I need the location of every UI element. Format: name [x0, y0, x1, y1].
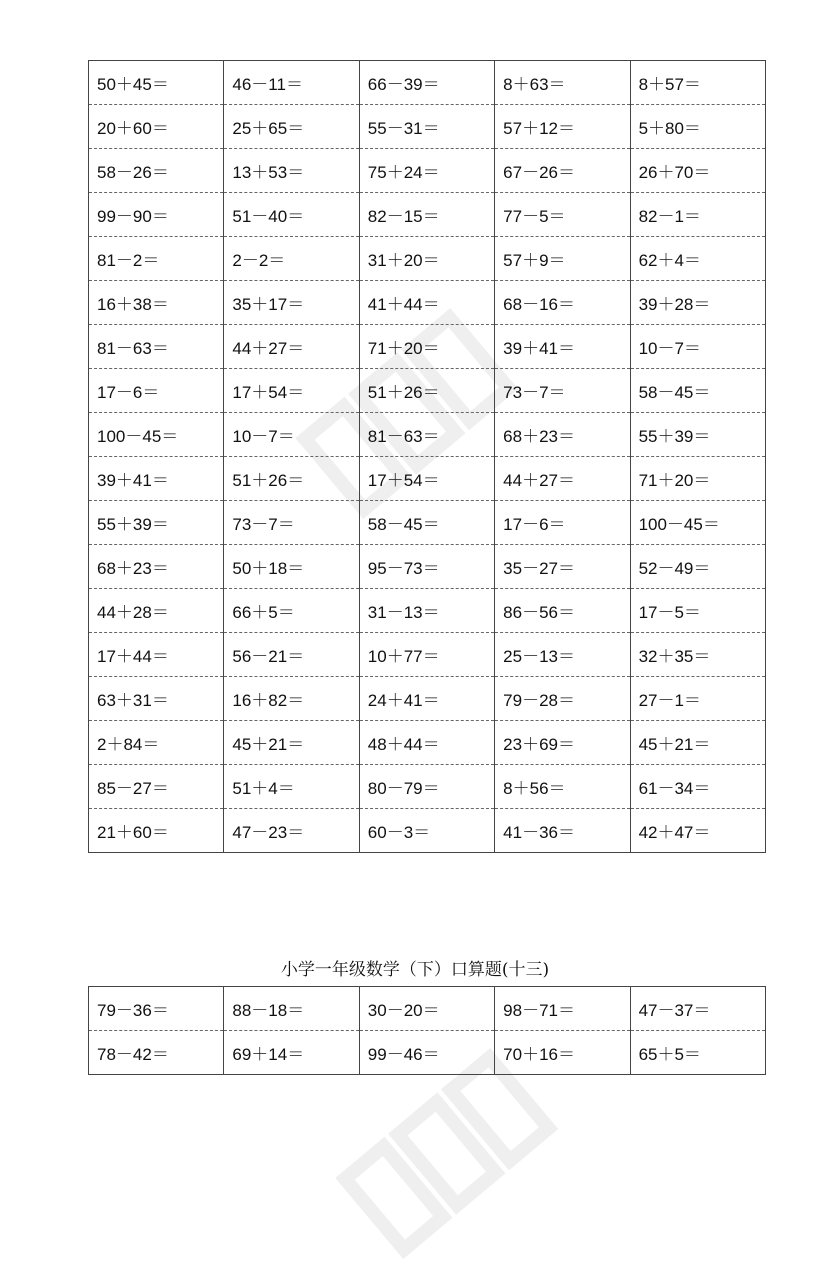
problem-cell: 20＋60＝: [89, 105, 224, 149]
problem-cell: 26＋70＝: [630, 149, 765, 193]
grid-row: [89, 281, 766, 325]
grid-row: [89, 765, 766, 809]
problem-cell: 80－79＝: [359, 765, 494, 809]
problem-cell: 10＋77＝: [359, 633, 494, 677]
problem-cell: 88－18＝: [224, 987, 359, 1031]
problem-cell: 2－2＝: [224, 237, 359, 281]
grid-row: [89, 237, 766, 281]
problem-cell: 45＋21＝: [224, 721, 359, 765]
grid-row: [89, 193, 766, 237]
problem-cell: 50＋18＝: [224, 545, 359, 589]
problem-cell: 79－28＝: [495, 677, 630, 721]
problem-cell: 16＋38＝: [89, 281, 224, 325]
problem-cell: 100－45＝: [630, 501, 765, 545]
problem-cell: 63＋31＝: [89, 677, 224, 721]
problem-cell: 65＋5＝: [630, 1031, 765, 1075]
problem-cell: 100－45＝: [89, 413, 224, 457]
grid-row: [89, 721, 766, 765]
problem-cell: 8＋63＝: [495, 61, 630, 105]
grid-row: [89, 105, 766, 149]
problem-cell: 21＋60＝: [89, 809, 224, 853]
problem-cell: 35－27＝: [495, 545, 630, 589]
problem-cell: 81－2＝: [89, 237, 224, 281]
problem-cell: 31－13＝: [359, 589, 494, 633]
grid-row: [89, 987, 766, 1031]
problem-cell: 73－7＝: [224, 501, 359, 545]
grid-row: [89, 589, 766, 633]
problem-cell: 55＋39＝: [89, 501, 224, 545]
problem-cell: 2＋84＝: [89, 721, 224, 765]
problem-cell: 85－27＝: [89, 765, 224, 809]
problem-cell: 82－15＝: [359, 193, 494, 237]
problem-cell: 17－6＝: [495, 501, 630, 545]
problem-cell: 58－26＝: [89, 149, 224, 193]
problem-cell: 68＋23＝: [495, 413, 630, 457]
problem-cell: 62＋4＝: [630, 237, 765, 281]
problem-cell: 99－46＝: [359, 1031, 494, 1075]
problem-cell: 51＋26＝: [359, 369, 494, 413]
problem-cell: 67－26＝: [495, 149, 630, 193]
problem-cell: 42＋47＝: [630, 809, 765, 853]
problem-cell: 66－39＝: [359, 61, 494, 105]
problem-cell: 52－49＝: [630, 545, 765, 589]
problem-cell: 69＋14＝: [224, 1031, 359, 1075]
problem-cell: 71＋20＝: [630, 457, 765, 501]
problem-cell: 10－7＝: [224, 413, 359, 457]
problem-cell: 17－6＝: [89, 369, 224, 413]
grid-row: [89, 413, 766, 457]
grid-row: [89, 1031, 766, 1075]
problem-cell: 56－21＝: [224, 633, 359, 677]
problem-cell: 55－31＝: [359, 105, 494, 149]
problem-cell: 47－23＝: [224, 809, 359, 853]
problem-cell: 70＋16＝: [495, 1031, 630, 1075]
problem-cell: 71＋20＝: [359, 325, 494, 369]
problem-cell: 68＋23＝: [89, 545, 224, 589]
problem-cell: 73－7＝: [495, 369, 630, 413]
problem-cell: 39＋41＝: [495, 325, 630, 369]
problem-cell: 17＋44＝: [89, 633, 224, 677]
problem-cell: 30－20＝: [359, 987, 494, 1031]
problem-cell: 68－16＝: [495, 281, 630, 325]
worksheet-title: 小学一年级数学（下）口算题(十三): [280, 960, 550, 980]
grid-row: [89, 545, 766, 589]
problem-cell: 44＋27＝: [495, 457, 630, 501]
problem-cell: 51－40＝: [224, 193, 359, 237]
problem-cell: 47－37＝: [630, 987, 765, 1031]
grid-row: [89, 677, 766, 721]
problem-cell: 95－73＝: [359, 545, 494, 589]
problem-cell: 39＋41＝: [89, 457, 224, 501]
problem-cell: 81－63＝: [89, 325, 224, 369]
problem-cell: 66＋5＝: [224, 589, 359, 633]
problem-cell: 60－3＝: [359, 809, 494, 853]
problem-cell: 10－7＝: [630, 325, 765, 369]
problem-cell: 57＋12＝: [495, 105, 630, 149]
grid-row: [89, 809, 766, 853]
problem-cell: 75＋24＝: [359, 149, 494, 193]
problem-cell: 32＋35＝: [630, 633, 765, 677]
problem-cell: 51＋26＝: [224, 457, 359, 501]
problem-cell: 17＋54＝: [359, 457, 494, 501]
problem-cell: 17－5＝: [630, 589, 765, 633]
problem-cell: 57＋9＝: [495, 237, 630, 281]
problem-cell: 99－90＝: [89, 193, 224, 237]
problem-cell: 61－34＝: [630, 765, 765, 809]
problem-cell: 55＋39＝: [630, 413, 765, 457]
arithmetic-grid-2: [88, 986, 766, 1075]
problem-cell: 44＋28＝: [89, 589, 224, 633]
problem-cell: 48＋44＝: [359, 721, 494, 765]
problem-cell: 39＋28＝: [630, 281, 765, 325]
grid-row: [89, 457, 766, 501]
problem-cell: 31＋20＝: [359, 237, 494, 281]
problem-cell: 35＋17＝: [224, 281, 359, 325]
problem-cell: 27－1＝: [630, 677, 765, 721]
grid-row: [89, 149, 766, 193]
problem-cell: 98－71＝: [495, 987, 630, 1031]
problem-cell: 81－63＝: [359, 413, 494, 457]
problem-cell: 58－45＝: [630, 369, 765, 413]
problem-cell: 46－11＝: [224, 61, 359, 105]
problem-cell: 8＋56＝: [495, 765, 630, 809]
problem-cell: 5＋80＝: [630, 105, 765, 149]
problem-cell: 25－13＝: [495, 633, 630, 677]
problem-cell: 77－5＝: [495, 193, 630, 237]
problem-cell: 82－1＝: [630, 193, 765, 237]
problem-cell: 78－42＝: [89, 1031, 224, 1075]
problem-cell: 44＋27＝: [224, 325, 359, 369]
problem-cell: 8＋57＝: [630, 61, 765, 105]
problem-cell: 41＋44＝: [359, 281, 494, 325]
problem-cell: 25＋65＝: [224, 105, 359, 149]
problem-cell: 58－45＝: [359, 501, 494, 545]
grid-row: [89, 369, 766, 413]
problem-cell: 45＋21＝: [630, 721, 765, 765]
problem-cell: 24＋41＝: [359, 677, 494, 721]
grid-row: [89, 61, 766, 105]
problem-cell: 79－36＝: [89, 987, 224, 1031]
problem-cell: 41－36＝: [495, 809, 630, 853]
arithmetic-grid-1: [88, 60, 766, 853]
problem-cell: 16＋82＝: [224, 677, 359, 721]
grid-row: [89, 633, 766, 677]
grid-row: [89, 501, 766, 545]
problem-cell: 86－56＝: [495, 589, 630, 633]
problem-cell: 51＋4＝: [224, 765, 359, 809]
grid-row: [89, 325, 766, 369]
problem-cell: 50＋45＝: [89, 61, 224, 105]
problem-cell: 13＋53＝: [224, 149, 359, 193]
problem-cell: 23＋69＝: [495, 721, 630, 765]
problem-cell: 17＋54＝: [224, 369, 359, 413]
